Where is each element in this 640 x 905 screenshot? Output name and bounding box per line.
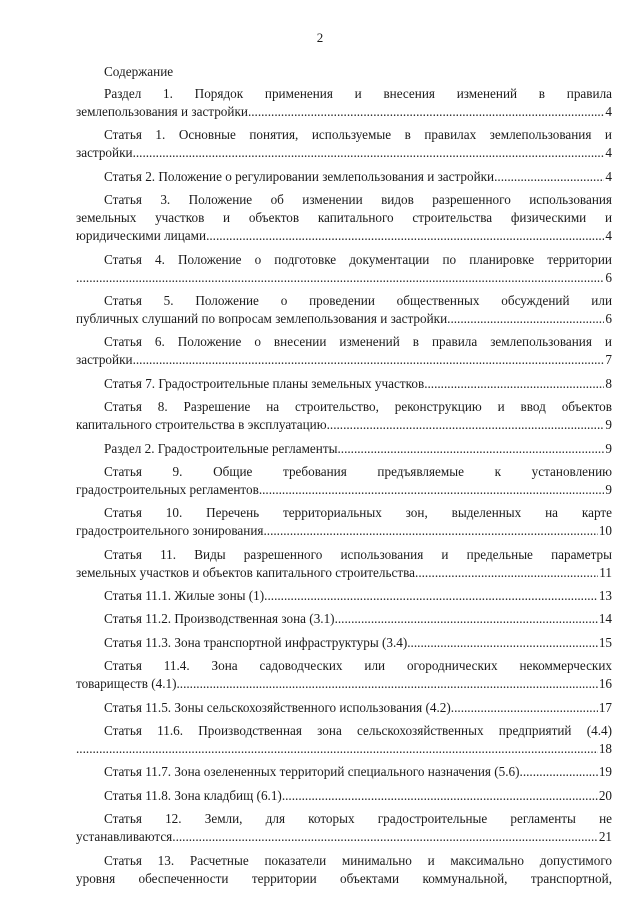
toc-entry[interactable] bbox=[76, 398, 612, 434]
toc-entry-title-line: Статья 11.6. Производственная зона сельскохозяйственных предприятий (4.4) bbox=[104, 723, 612, 739]
toc-entry-title-line: Статья 1. Основные понятия, используемые в правилах землепользования и bbox=[104, 127, 612, 143]
toc-entry-title-line: Статья 13. Расчетные показатели минимально и максимально допустимого bbox=[104, 852, 612, 868]
toc-entry-title-line: Статья 8. Разрешение на строительство, реконструкцию и ввод объектов bbox=[104, 399, 612, 415]
page-number: 2 bbox=[316, 30, 324, 45]
dot-leader bbox=[520, 763, 598, 781]
dot-leader bbox=[76, 269, 604, 287]
toc-entry-title-line: Статья 9. Общие требования предъявляемые к установлению bbox=[104, 463, 612, 479]
toc-entry[interactable] bbox=[76, 787, 612, 805]
toc-heading: Содержание bbox=[104, 64, 174, 79]
toc-entry-title-line: Статья 11. Виды разрешенного использования и предельные параметры bbox=[104, 546, 612, 562]
toc-entry-title: устанавливаются bbox=[76, 829, 173, 845]
toc-entry[interactable] bbox=[76, 722, 612, 758]
toc-entry-title: товариществ (4.1) bbox=[76, 676, 177, 692]
toc-entry-page-number: 20 bbox=[598, 787, 612, 803]
toc-entry[interactable] bbox=[76, 610, 612, 628]
toc-entry-title: Статья 11.8. Зона кладбищ (6.1) bbox=[104, 787, 282, 803]
toc-entry[interactable] bbox=[76, 440, 612, 458]
toc-entry-title-line: Статья 3. Положение об изменении видов разрешенного использования bbox=[104, 192, 612, 208]
toc-entry-title: землепользования и застройки bbox=[76, 104, 248, 119]
dot-leader bbox=[282, 787, 598, 805]
toc-entry-page-number: 4 bbox=[605, 228, 612, 244]
toc-entry-page-number: 8 bbox=[605, 375, 612, 391]
toc-entry-title: градостроительного зонирования bbox=[76, 523, 264, 539]
toc-entry-title: Статья 7. Градостроительные планы земельных участков bbox=[104, 375, 425, 391]
dot-leader bbox=[76, 740, 598, 758]
toc-entry-title: земельных участков и объектов капитального строительства bbox=[76, 564, 416, 580]
toc-entry-page-number: 6 bbox=[605, 310, 612, 326]
toc-entry-title: застройки bbox=[76, 145, 133, 161]
toc-entry-page-number: 18 bbox=[598, 741, 612, 757]
toc-entry-page-number: 10 bbox=[598, 523, 612, 539]
toc-entry-title: Статья 2. Положение о регулировании землепользования и застройки bbox=[104, 168, 495, 184]
dot-leader bbox=[206, 227, 604, 245]
toc-entry-page-number: 21 bbox=[598, 829, 612, 845]
toc-entry-title-line: Статья 11.4. Зона садоводческих или огороднических некоммерческих bbox=[104, 658, 612, 674]
toc-entry-title-line: Статья 10. Перечень территориальных зон, выделенных на карте bbox=[104, 505, 612, 521]
dot-leader bbox=[494, 168, 604, 186]
dot-leader bbox=[133, 351, 605, 369]
toc-entry-title: юридическими лицами bbox=[76, 228, 207, 244]
toc-entry[interactable] bbox=[76, 587, 612, 605]
toc-entry[interactable] bbox=[76, 699, 612, 717]
dot-leader bbox=[133, 144, 605, 162]
toc-entry-page-number: 4 bbox=[605, 168, 612, 184]
dot-leader bbox=[337, 440, 604, 458]
toc-entry[interactable] bbox=[76, 763, 612, 781]
toc-entry-page-number: 9 bbox=[605, 481, 612, 497]
toc-entry[interactable] bbox=[76, 852, 612, 888]
toc-entry-title-line: Статья 6. Положение о внесении изменений в правила землепользования и bbox=[104, 334, 612, 350]
toc-entry[interactable] bbox=[76, 333, 612, 369]
toc-entry-title-line: Статья 4. Положение о подготовке документации по планировке территории bbox=[104, 251, 612, 267]
toc-entry-title-line: уровня обеспеченности территории объектами коммунальной, транспортной, bbox=[76, 870, 612, 886]
toc-entry[interactable] bbox=[76, 810, 612, 846]
toc-entry-title: градостроительных регламентов bbox=[76, 481, 259, 497]
toc-entry-page-number: 16 bbox=[598, 676, 612, 692]
dot-leader bbox=[248, 103, 604, 121]
toc-entry[interactable] bbox=[76, 85, 612, 121]
toc-entry-page-number: 15 bbox=[598, 634, 612, 650]
dot-leader bbox=[415, 564, 598, 582]
toc-entry-title-line: Статья 5. Положение о проведении общественных обсуждений или bbox=[104, 292, 612, 308]
toc-entry-page-number: 9 bbox=[605, 417, 612, 433]
toc-entry[interactable] bbox=[76, 463, 612, 499]
toc-entry-title-line: земельных участков и объектов капитального строительства физическими и bbox=[76, 210, 612, 226]
dot-leader bbox=[263, 522, 597, 540]
toc-entry[interactable] bbox=[76, 657, 612, 693]
toc-entry[interactable] bbox=[76, 546, 612, 582]
dot-leader bbox=[335, 610, 598, 628]
toc-entry[interactable] bbox=[76, 251, 612, 287]
dot-leader bbox=[407, 634, 598, 652]
dot-leader bbox=[172, 828, 598, 846]
toc-entry-page-number: 6 bbox=[605, 269, 612, 285]
toc-entry-title: капитального строительства в эксплуатацию bbox=[76, 417, 327, 433]
dot-leader bbox=[451, 699, 598, 717]
table-of-contents bbox=[76, 85, 612, 893]
toc-entry[interactable] bbox=[76, 126, 612, 162]
toc-entry-title-line: Статья 12. Земли, для которых градостроительные регламенты не bbox=[104, 811, 612, 827]
toc-entry-title: Статья 11.1. Жилые зоны (1) bbox=[104, 588, 265, 604]
toc-entry-page-number: 13 bbox=[598, 588, 612, 604]
dot-leader bbox=[327, 416, 605, 434]
toc-entry[interactable] bbox=[76, 191, 612, 245]
toc-entry-title: Статья 11.5. Зоны сельскохозяйственного использования (4.2) bbox=[104, 699, 451, 715]
toc-entry[interactable] bbox=[76, 634, 612, 652]
dot-leader bbox=[176, 675, 597, 693]
toc-entry[interactable] bbox=[76, 375, 612, 393]
toc-entry-page-number: 19 bbox=[598, 764, 612, 780]
toc-entry[interactable] bbox=[76, 292, 612, 328]
dot-leader bbox=[264, 587, 598, 605]
toc-entry-title: Раздел 2. Градостроительные регламенты bbox=[104, 440, 338, 456]
dot-leader bbox=[424, 375, 604, 393]
toc-entry[interactable] bbox=[76, 168, 612, 186]
dot-leader bbox=[259, 481, 605, 499]
toc-entry-title-line: Раздел 1. Порядок применения и внесения изменений в правила bbox=[104, 86, 612, 101]
toc-entry-page-number: 17 bbox=[598, 699, 612, 715]
toc-entry-page-number: 7 bbox=[605, 352, 612, 368]
toc-entry-page-number: 9 bbox=[605, 440, 612, 456]
toc-entry-title: публичных слушаний по вопросам землепользования и застройки bbox=[76, 310, 448, 326]
toc-entry-page-number: 4 bbox=[605, 145, 612, 161]
toc-entry-page-number: 14 bbox=[598, 611, 612, 627]
toc-entry-page-number: 11 bbox=[599, 564, 612, 580]
toc-entry[interactable] bbox=[76, 504, 612, 540]
toc-entry-title: Статья 11.7. Зона озелененных территорий специального назначения (5.6) bbox=[104, 764, 520, 780]
dot-leader bbox=[447, 310, 604, 328]
toc-entry-title: Статья 11.2. Производственная зона (3.1) bbox=[104, 611, 335, 627]
toc-entry-title: застройки bbox=[76, 352, 133, 368]
toc-entry-page-number: 4 bbox=[605, 104, 612, 119]
toc-entry-title: Статья 11.3. Зона транспортной инфраструктуры (3.4) bbox=[104, 634, 408, 650]
